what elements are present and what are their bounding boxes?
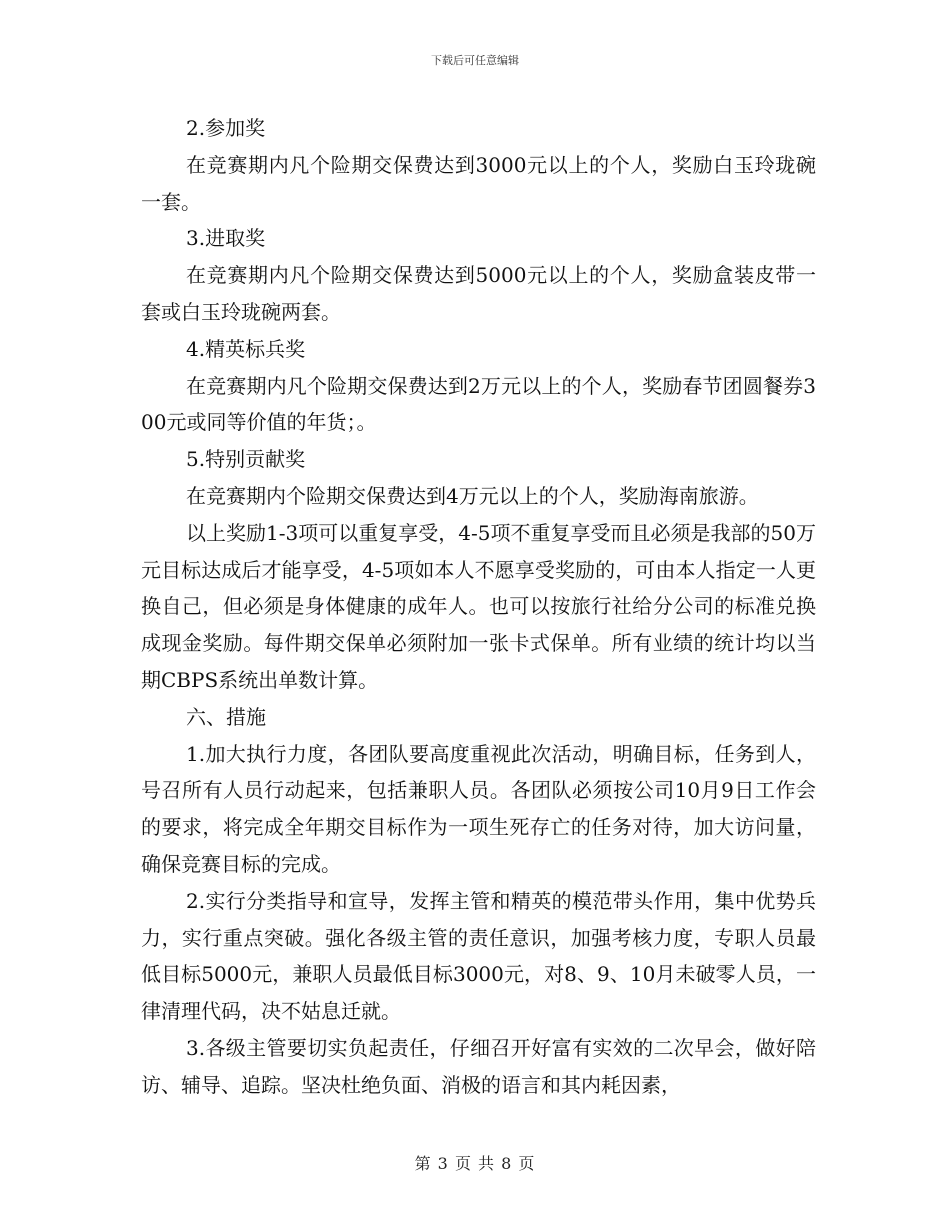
paragraph-award-2-title: 2.参加奖: [186, 116, 266, 140]
paragraph-award-4-body: 在竞赛期内凡个险期交保费达到2万元以上的个人，奖励春节团圆餐券300元或同等价值的年货；。: [141, 373, 816, 435]
paragraph-measure-3: 3.各级主管要切实负起责任，仔细召开好富有实效的二次早会，做好陪访、辅导、追踪。坚决杜绝负面、消极的语言和其内耗因素，: [141, 1035, 816, 1097]
paragraph-measure-1: 1.加大执行力度，各团队要高度重视此次活动，明确目标，任务到人，号召所有人员行动起来，包括兼职人员。各团队必须按公司10月9日工作会的要求，将完成全年期交目标作为一项生死存亡的任务对待，加大访问量，确保竞赛目标的完成。: [141, 741, 816, 876]
paragraph-award-2-body: 在竞赛期内凡个险期交保费达到3000元以上的个人，奖励白玉玲珑碗一套。: [141, 152, 816, 214]
paragraph-award-4-title: 4.精英标兵奖: [186, 336, 306, 361]
document-body: [141, 110, 816, 1104]
paragraph-award-3-title: 3.进取奖: [186, 226, 266, 251]
paragraph-award-5-body: 在竞赛期内个险期交保费达到4万元以上的个人，奖励海南旅游。: [186, 483, 759, 508]
page-header: 下载后可任意编辑: [431, 54, 519, 67]
paragraph-award-5-title: 5.特别贡献奖: [186, 447, 306, 472]
page-number-footer: 第 3 页 共 8 页: [414, 1154, 536, 1173]
paragraph-award-rules: 以上奖励1-3项可以重复享受，4-5项不重复享受而且必须是我部的50万元目标达成后才能享受，4-5项如本人不愿享受奖励的，可由本人指定一人更换自己，但必须是身体健康的成年人。也可以按旅行社给分公司的标准兑换成现金奖励。每件期交保单必须附加一张卡式保单。所有业绩的统计均以当期CBPS系统出单数计算。: [141, 520, 816, 692]
section-heading-measures: 六、措施: [186, 704, 266, 729]
paragraph-measure-2: 2.实行分类指导和宣导，发挥主管和精英的模范带头作用，集中优势兵力，实行重点突破。强化各级主管的责任意识，加强考核力度，专职人员最低目标5000元，兼职人员最低目标3000元，对8、9、10月未破零人员，一律清理代码，决不姑息迁就。: [141, 888, 816, 1024]
paragraph-award-3-body: 在竞赛期内凡个险期交保费达到5000元以上的个人，奖励盒装皮带一套或白玉玲珑碗两套。: [141, 263, 816, 324]
